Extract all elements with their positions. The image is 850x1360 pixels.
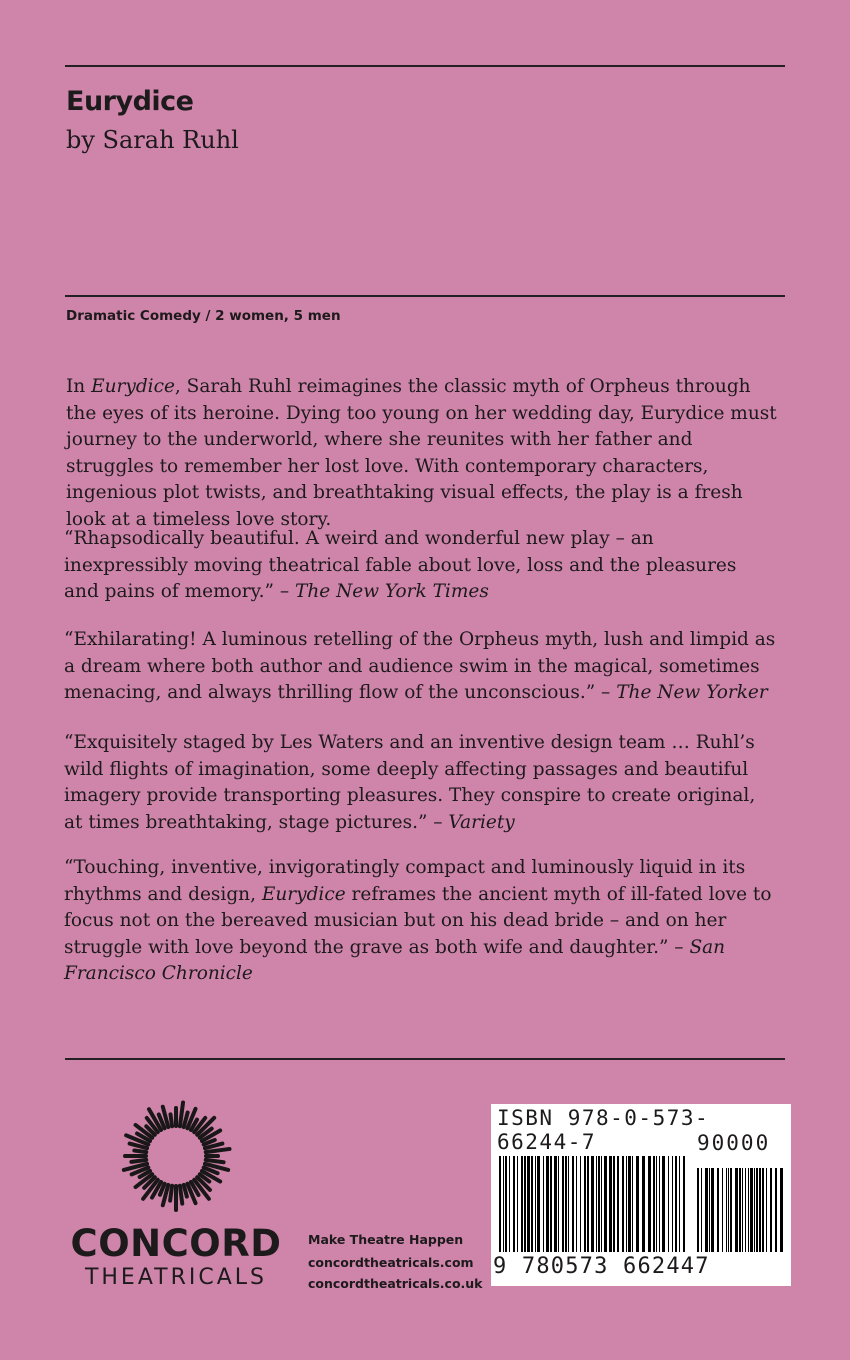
- barcode-bar: [499, 1156, 501, 1252]
- review-source: The New Yorker: [616, 682, 768, 703]
- review-quote: “Exquisitely staged by Les Waters and an inventive design team … Ruhl’s wild flights of imagination, some deeply affecting passages and beautiful imagery provide transporting pleasures. They conspire to create original, at times breathtaking, stage pictures.” –: [64, 732, 756, 833]
- barcode-bar: [754, 1168, 755, 1252]
- barcode-bar: [580, 1156, 581, 1252]
- barcode-bar: [770, 1168, 772, 1252]
- ean-number: 9 780573 662447: [493, 1254, 710, 1279]
- barcode-bar: [668, 1156, 669, 1252]
- publisher-name: CONCORD: [70, 1222, 282, 1265]
- logo-tick: [171, 1114, 173, 1126]
- review-variety: [64, 730, 776, 836]
- barcode-bar: [521, 1156, 523, 1252]
- synopsis-text: , Sarah Ruhl reimagines the classic myth of Orpheus through the eyes of its heroine. Dying too young on her wedding day, Eurydice must journey to the underworld, where she reunites with her father and struggles to remember her lost love. With contemporary characters, ingenious plot twists, and breathtaking visual effects, the play is a fresh look at a timeless love story.: [66, 376, 777, 530]
- barcode-bar: [558, 1156, 559, 1252]
- review-source: Variety: [448, 811, 515, 833]
- barcode-bar: [572, 1156, 574, 1252]
- barcode-bar: [503, 1156, 504, 1252]
- barcode-bar: [726, 1168, 727, 1252]
- barcode-bar: [642, 1156, 645, 1252]
- review-quote: “Rhapsodically beautiful. A weird and wonderful new play – an inexpressibly moving theatrical fable about love, loss and the pleasures and pains of memory.” –: [64, 528, 737, 602]
- barcode-bar: [509, 1156, 510, 1252]
- price-code: 90000: [697, 1131, 771, 1155]
- synopsis-lead: In: [66, 376, 92, 397]
- barcode-bar: [626, 1156, 627, 1252]
- barcode-bar: [709, 1168, 710, 1252]
- synopsis: [66, 374, 778, 533]
- barcode-bar: [739, 1168, 741, 1252]
- barcode-bar: [662, 1156, 665, 1252]
- barcode-bar: [722, 1168, 723, 1252]
- barcode-bar: [656, 1156, 657, 1252]
- barcode-bar: [632, 1156, 633, 1252]
- barcode-bars-icon: [499, 1156, 783, 1252]
- barcode-bar: [672, 1156, 673, 1252]
- barcode-bar: [524, 1156, 526, 1252]
- review-quote: “Touching, inventive, invigoratingly compact and luminously liquid in its rhythms and design,: [64, 857, 746, 905]
- barcode: [491, 1104, 791, 1286]
- top-rule: [65, 65, 785, 67]
- barcode-bar: [742, 1168, 743, 1252]
- concord-logo-icon: [108, 1088, 244, 1224]
- logo-tick: [131, 1160, 146, 1162]
- barcode-bar: [735, 1168, 738, 1252]
- barcode-bar: [598, 1156, 600, 1252]
- barcode-bar: [554, 1156, 557, 1252]
- review-source: The New York Times: [294, 581, 489, 602]
- barcode-bar: [697, 1168, 699, 1252]
- barcode-bar: [705, 1168, 708, 1252]
- barcode-bar: [576, 1156, 577, 1252]
- publisher-subname: THEATRICALS: [84, 1265, 268, 1290]
- barcode-bar: [550, 1156, 552, 1252]
- barcode-bar: [780, 1168, 783, 1252]
- barcode-bar: [762, 1168, 764, 1252]
- barcode-bar: [636, 1156, 639, 1252]
- barcode-bar: [717, 1168, 719, 1252]
- barcode-bar: [505, 1156, 507, 1252]
- review-quote-title: Eurydice: [261, 883, 346, 905]
- logo-tick: [206, 1149, 230, 1152]
- barcode-bar: [711, 1168, 714, 1252]
- barcode-bar: [584, 1156, 586, 1252]
- barcode-bar: [617, 1156, 619, 1252]
- barcode-bar: [531, 1156, 533, 1252]
- barcode-bar: [537, 1156, 540, 1252]
- barcode-bar: [601, 1156, 602, 1252]
- barcode-bar: [565, 1156, 567, 1252]
- barcode-bar: [609, 1156, 612, 1252]
- review-quote: reframes the ancient myth of ill-fated love to focus not on the bereaved musician but on his dead bride – and on her struggle with love beyond the grave as both wife and daughter.” –: [64, 883, 772, 958]
- logo-tick: [180, 1186, 182, 1204]
- logo-tick: [170, 1186, 172, 1201]
- publisher-url-uk[interactable]: concordtheatricals.co.uk: [308, 1276, 483, 1291]
- publisher-tagline: Make Theatre Happen: [308, 1232, 464, 1247]
- book-title: Eurydice: [66, 86, 194, 117]
- barcode-bar: [628, 1156, 631, 1252]
- barcode-bar: [543, 1156, 544, 1252]
- barcode-bar: [587, 1156, 589, 1252]
- barcode-bar: [653, 1156, 655, 1252]
- barcode-bar: [745, 1168, 746, 1252]
- review-source: San Francisco Chronicle: [64, 936, 726, 984]
- barcode-bar: [750, 1168, 753, 1252]
- author-line: by Sarah Ruhl: [66, 126, 239, 154]
- barcode-bar: [759, 1168, 761, 1252]
- barcode-bar: [648, 1156, 651, 1252]
- review-quote: “Exhilarating! A luminous retelling of the Orpheus myth, lush and limpid as a dream where both author and audience swim in the magical, sometimes menacing, and always thrilling flow of the unconscious.” –: [64, 629, 776, 703]
- barcode-bar: [517, 1156, 518, 1252]
- barcode-bar: [701, 1168, 702, 1252]
- synopsis-title: Eurydice: [91, 376, 175, 397]
- barcode-bar: [679, 1156, 680, 1252]
- logo-tick: [134, 1151, 146, 1153]
- logo-tick: [184, 1185, 187, 1197]
- barcode-bar: [659, 1156, 660, 1252]
- review-sf-chronicle: [64, 855, 776, 988]
- barcode-bar: [756, 1168, 758, 1252]
- genre-cast: Dramatic Comedy / 2 women, 5 men: [66, 308, 341, 324]
- genre-rule: [65, 295, 785, 297]
- barcode-bar: [675, 1156, 677, 1252]
- review-nytimes: [64, 526, 776, 606]
- barcode-bar: [568, 1156, 569, 1252]
- barcode-bar: [613, 1156, 615, 1252]
- barcode-bar: [591, 1156, 594, 1252]
- footer-rule: [65, 1058, 785, 1060]
- barcode-bar: [748, 1168, 749, 1252]
- logo-tick: [206, 1160, 224, 1162]
- barcode-bar: [766, 1168, 767, 1252]
- barcode-bar: [596, 1156, 597, 1252]
- barcode-bar: [683, 1156, 685, 1252]
- isbn-label: ISBN 978-0-573-66244-7: [497, 1106, 710, 1154]
- barcode-bar: [622, 1156, 624, 1252]
- barcode-bar: [535, 1156, 536, 1252]
- logo-tick: [180, 1102, 183, 1126]
- barcode-bar: [775, 1168, 777, 1252]
- barcode-bar: [527, 1156, 530, 1252]
- barcode-bar: [728, 1168, 729, 1252]
- barcode-bar: [546, 1156, 549, 1252]
- review-newyorker: [64, 627, 776, 707]
- publisher-url-us[interactable]: concordtheatricals.com: [308, 1255, 474, 1270]
- barcode-bar: [604, 1156, 607, 1252]
- barcode-bar: [562, 1156, 564, 1252]
- barcode-bar: [513, 1156, 515, 1252]
- barcode-bar: [730, 1168, 732, 1252]
